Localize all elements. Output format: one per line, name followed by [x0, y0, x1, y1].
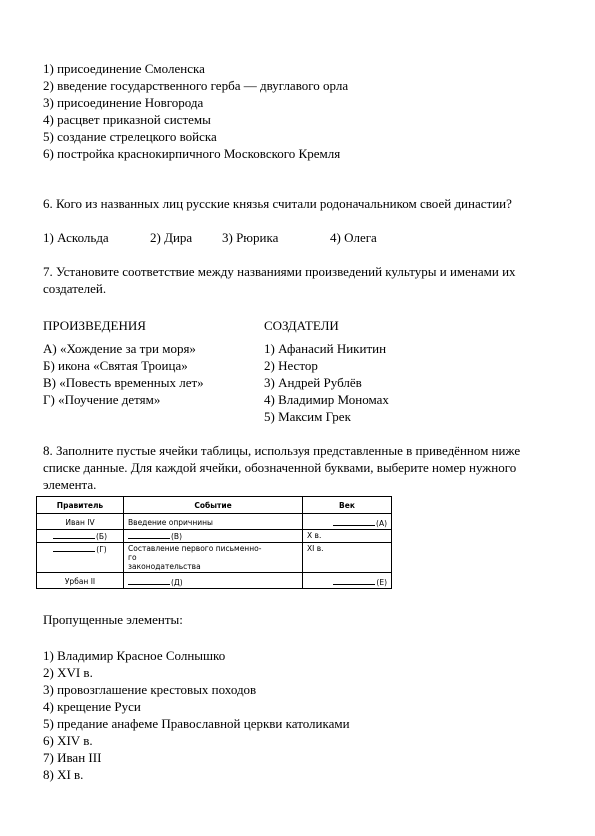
missing-item-3: 3) провозглашение крестовых походов — [43, 682, 257, 697]
missing-item-2: 2) XVI в. — [43, 665, 93, 680]
q6-answer-4: 4) Олега — [330, 230, 377, 245]
missing-item-4: 4) крещение Руси — [43, 699, 141, 714]
cell-ruler-blank[interactable] — [37, 543, 124, 573]
blank-letter: (Г) — [96, 545, 107, 554]
table-row — [37, 530, 392, 543]
cell-century-blank[interactable] — [303, 514, 392, 530]
list-top-item-3: 3) присоединение Новгорода — [43, 95, 204, 110]
q7-creator-3: 3) Андрей Рублёв — [264, 375, 362, 390]
q7-works-header: ПРОИЗВЕДЕНИЯ — [43, 318, 146, 333]
table-row — [37, 543, 392, 573]
list-top-item-2: 2) введение государственного герба — двуглавого орла — [43, 78, 349, 93]
blank-letter: (А) — [376, 519, 387, 528]
cell-century-blank[interactable] — [303, 573, 392, 589]
cell-ruler-blank[interactable] — [37, 530, 124, 543]
missing-item-1: 1) Владимир Красное Солнышко — [43, 648, 226, 663]
event-line-3: законодательства — [128, 562, 201, 571]
q7-work-d: Г) «Поучение детям» — [43, 392, 161, 407]
q7-work-a: А) «Хождение за три моря» — [43, 341, 196, 356]
blank-letter: (В) — [171, 532, 182, 541]
blank-line — [128, 531, 170, 539]
q7-work-b: Б) икона «Святая Троица» — [43, 358, 188, 373]
missing-item-6: 6) XIV в. — [43, 733, 93, 748]
q6-question: 6. Кого из названных лиц русские князья считали родоначальником своей династии? — [43, 196, 512, 211]
list-top-item-4: 4) расцвет приказной системы — [43, 112, 211, 127]
event-line-2: го — [128, 553, 137, 562]
event-line-1: Составление первого письменно- — [128, 544, 262, 553]
q7-creator-1: 1) Афанасий Никитин — [264, 341, 387, 356]
blank-letter: (Д) — [171, 578, 183, 587]
header-event: Событие — [124, 497, 303, 514]
cell-ruler: Иван IV — [37, 514, 124, 530]
missing-item-8: 8) XI в. — [43, 767, 84, 782]
cell-century: Х в. — [303, 530, 392, 543]
list-top-item-1: 1) присоединение Смоленска — [43, 61, 205, 76]
table-row — [37, 514, 392, 530]
cell-event-blank[interactable] — [124, 573, 303, 589]
q7-creator-5: 5) Максим Грек — [264, 409, 351, 424]
blank-line — [128, 577, 170, 585]
cell-ruler: Урбан II — [37, 573, 124, 589]
q8-question-line3: элемента. — [43, 477, 97, 492]
blank-line — [53, 531, 95, 539]
table-header-row — [37, 497, 392, 514]
q7-creators-header: СОЗДАТЕЛИ — [264, 318, 339, 333]
q8-table — [36, 496, 392, 589]
header-century: Век — [303, 497, 392, 514]
q7-work-c: В) «Повесть временных лет» — [43, 375, 204, 390]
q8-question-line2: списке данные. Для каждой ячейки, обозначенной буквами, выберите номер нужного — [43, 460, 517, 475]
q7-question-line2: создателей. — [43, 281, 107, 296]
missing-item-5: 5) предание анафеме Православной церкви католиками — [43, 716, 350, 731]
table-row — [37, 573, 392, 589]
blank-line — [53, 544, 95, 552]
missing-item-7: 7) Иван III — [43, 750, 102, 765]
cell-event-blank[interactable] — [124, 530, 303, 543]
q7-creator-4: 4) Владимир Мономах — [264, 392, 389, 407]
cell-century: XI в. — [303, 543, 392, 573]
q7-question-line1: 7. Установите соответствие между названиями произведений культуры и именами их — [43, 264, 516, 279]
header-ruler: Правитель — [37, 497, 124, 514]
blank-letter: (Б) — [96, 532, 107, 541]
blank-line — [333, 518, 375, 526]
q8-question-line1: 8. Заполните пустые ячейки таблицы, используя представленные в приведённом ниже — [43, 443, 521, 458]
cell-event — [124, 543, 303, 573]
list-top-item-6: 6) постройка краснокирпичного Московского Кремля — [43, 146, 341, 161]
q6-answer-1: 1) Аскольда — [43, 230, 109, 245]
q6-answer-3: 3) Рюрика — [222, 230, 279, 245]
q6-answer-2: 2) Дира — [150, 230, 193, 245]
cell-event: Введение опричнины — [124, 514, 303, 530]
blank-line — [333, 577, 375, 585]
list-top-item-5: 5) создание стрелецкого войска — [43, 129, 217, 144]
blank-letter: (Е) — [376, 578, 387, 587]
missing-title: Пропущенные элементы: — [43, 612, 183, 627]
q7-creator-2: 2) Нестор — [264, 358, 318, 373]
